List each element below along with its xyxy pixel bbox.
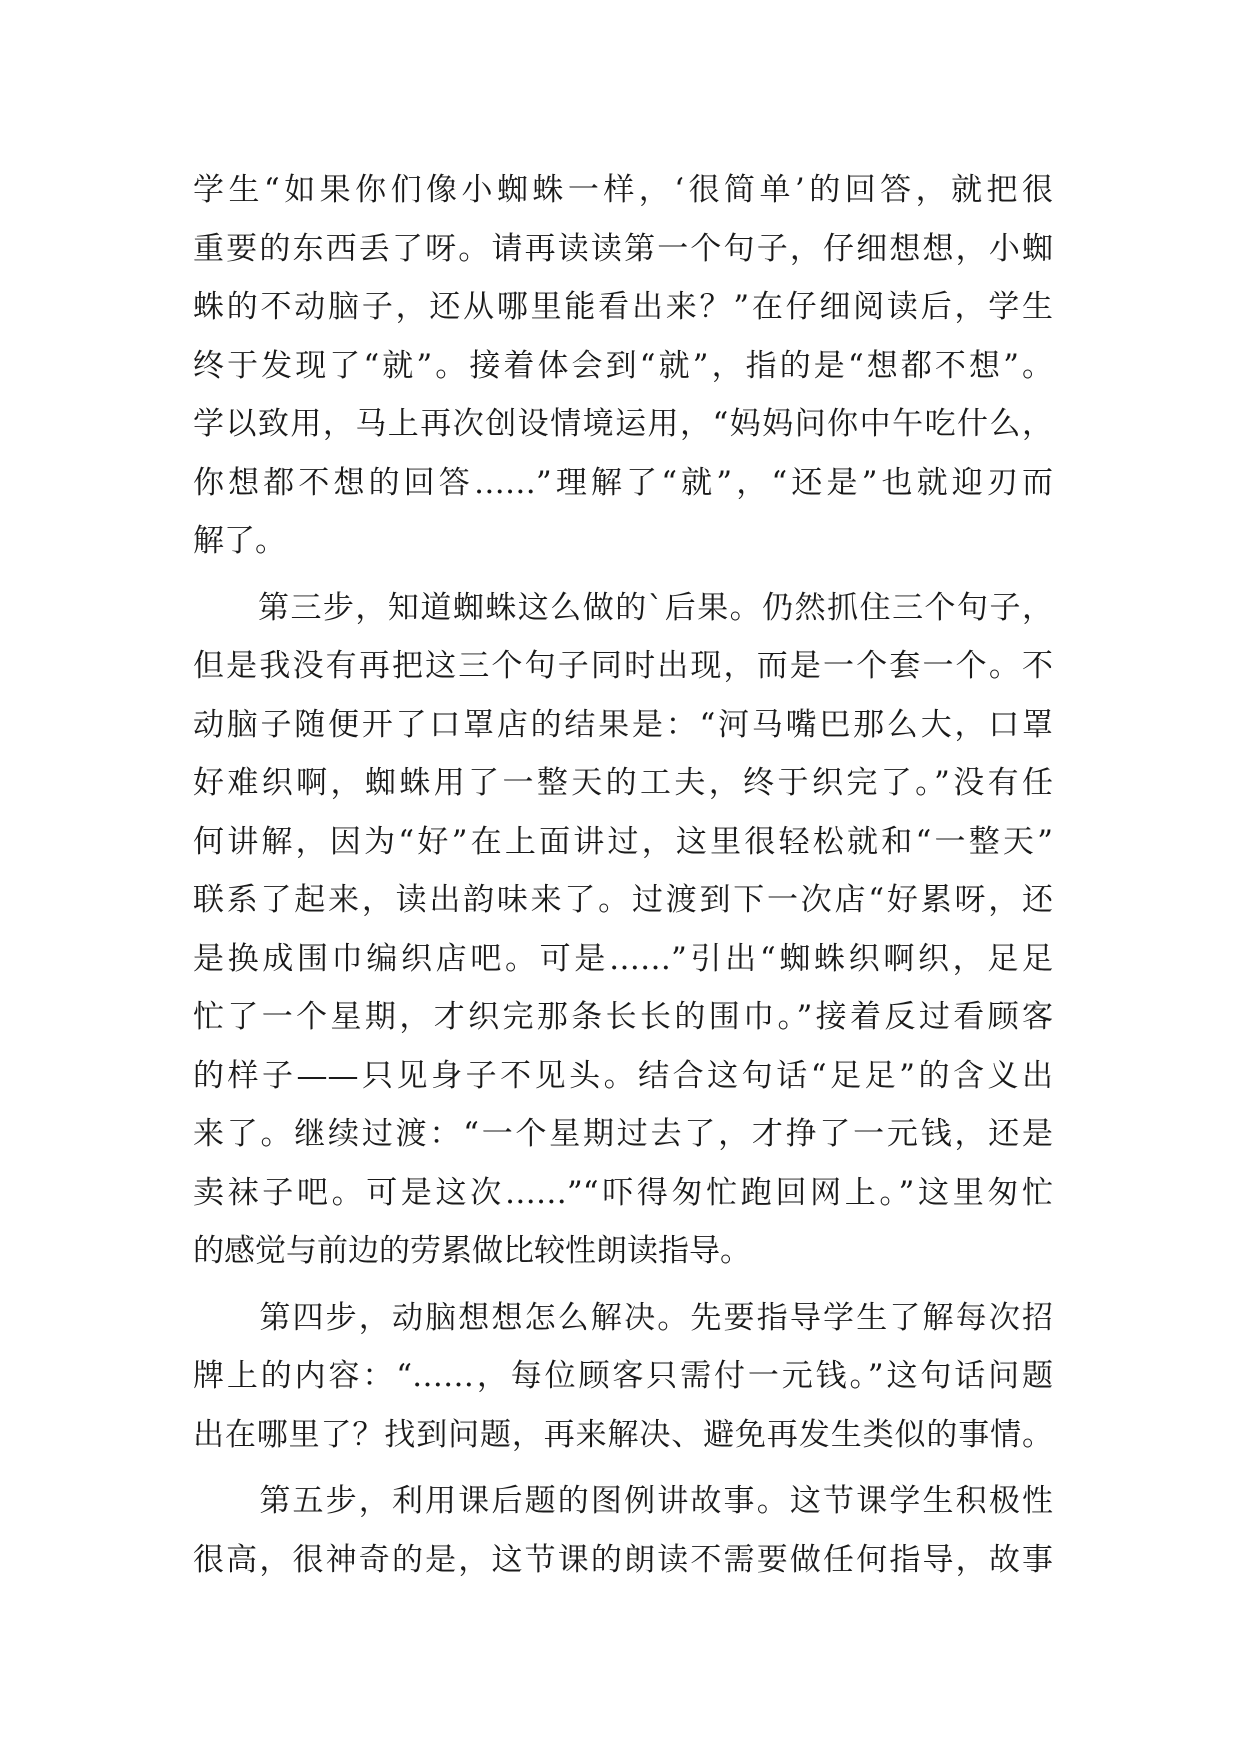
text-line: 出在哪里了？找到问题，再来解决、避免再发生类似的事情。 [193,1416,1053,1453]
text-line: 的样子——只见身子不见头。结合这句话“足足”的含义出 [193,1057,1053,1094]
body-text [193,161,1053,1589]
text-line: 蛛的不动脑子，还从哪里能看出来？”在仔细阅读后，学生 [193,289,1053,325]
paragraph-1 [193,161,1053,571]
text-line: 卖袜子吧。可是这次……”“吓得匆忙跑回网上。”这里匆忙 [193,1174,1053,1211]
text-line: 来了。继续过渡：“一个星期过去了，才挣了一元钱，还是 [193,1116,1053,1152]
text-line: 是换成围巾编织店吧。可是……”引出“蜘蛛织啊织，足足 [193,940,1053,977]
text-line: 第三步，知道蜘蛛这么做的`后果。仍然抓住三个句子， [193,589,1053,626]
text-line: 解了。 [193,523,286,559]
text-line: 学以致用，马上再次创设情境运用，“妈妈问你中午吃什么， [193,406,1053,442]
text-line: 很高，很神奇的是，这节课的朗读不需要做任何指导，故事 [193,1541,1053,1578]
paragraph-3 [193,1289,1053,1465]
text-line: 第五步，利用课后题的图例讲故事。这节课学生积极性 [193,1483,1053,1519]
text-line: 的感觉与前边的劳累做比较性朗读指导。 [193,1233,751,1269]
text-line: 动脑子随便开了口罩店的结果是：“河马嘴巴那么大，口罩 [193,706,1053,743]
text-line: 但是我没有再把这三个句子同时出现，而是一个套一个。不 [193,648,1053,684]
text-line: 牌上的内容：“……，每位顾客只需付一元钱。”这句话问题 [193,1358,1053,1394]
paragraph-2 [193,579,1053,1281]
text-line: 终于发现了“就”。接着体会到“就”，指的是“想都不想”。 [193,347,1053,384]
text-line: 好难织啊，蜘蛛用了一整天的工夫，终于织完了。”没有任 [193,765,1053,801]
text-line: 学生“如果你们像小蜘蛛一样，‘很简单’的回答，就把很 [193,172,1053,208]
text-line: 联系了起来，读出韵味来了。过渡到下一次店“好累呀，还 [193,882,1053,918]
text-line: 你想都不想的回答……”理解了“就”，“还是”也就迎刃而 [193,464,1053,501]
text-line: 第四步，动脑想想怎么解决。先要指导学生了解每次招 [193,1299,1053,1336]
text-line: 何讲解，因为“好”在上面讲过，这里很轻松就和“一整天” [193,823,1053,860]
text-line: 重要的东西丢了呀。请再读读第一个句子，仔细想想，小蜘 [193,230,1053,267]
paragraph-gap [193,1464,1053,1472]
paragraph-gap [193,571,1053,579]
paragraph-4 [193,1472,1053,1589]
paragraph-gap [193,1281,1053,1289]
text-line: 忙了一个星期，才织完那条长长的围巾。”接着反过看顾客 [193,999,1053,1035]
